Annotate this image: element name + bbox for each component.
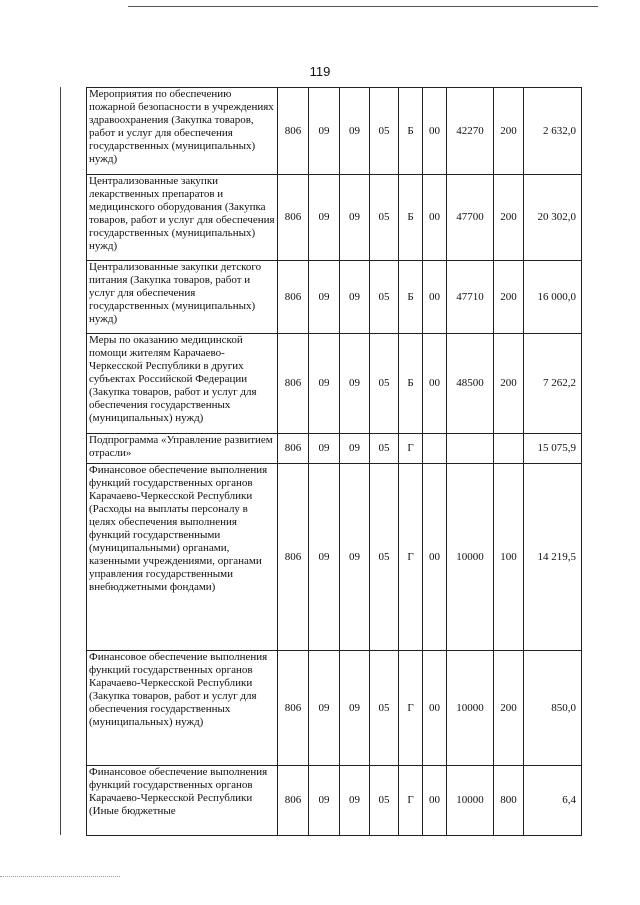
code-ministry: 806 bbox=[278, 766, 309, 836]
row-description: Централизованные закупки детского питания (Закупка товаров, работ и услуг для обеспечения государственных (муниципальных) нужд) bbox=[87, 261, 278, 334]
code-expense-type: 200 bbox=[494, 175, 524, 261]
code-ministry: 806 bbox=[278, 334, 309, 434]
code-subsection: 09 bbox=[340, 334, 370, 434]
code-subsection: 09 bbox=[340, 434, 370, 464]
code-direction bbox=[447, 434, 494, 464]
table-row bbox=[87, 651, 582, 766]
table-row bbox=[87, 334, 582, 434]
code-ministry: 806 bbox=[278, 88, 309, 175]
table-row bbox=[87, 464, 582, 651]
code-ministry: 806 bbox=[278, 175, 309, 261]
code-subsection: 09 bbox=[340, 766, 370, 836]
code-section: 09 bbox=[309, 434, 340, 464]
code-ministry: 806 bbox=[278, 464, 309, 651]
code-ministry: 806 bbox=[278, 651, 309, 766]
table-row bbox=[87, 88, 582, 175]
code-direction: 10000 bbox=[447, 766, 494, 836]
code-expense-type: 200 bbox=[494, 88, 524, 175]
code-expense-type: 100 bbox=[494, 464, 524, 651]
code-program: 05 bbox=[370, 434, 399, 464]
code-activity: 00 bbox=[423, 766, 447, 836]
row-description: Меры по оказанию медицинской помощи жителям Карачаево-Черкесской Республики в других субъектах Российской Федерации (Закупка товаров, работ и услуг для обеспечения государственных (муниципальных) нужд) bbox=[87, 334, 278, 434]
code-subprogram: Б bbox=[399, 175, 423, 261]
code-subsection: 09 bbox=[340, 651, 370, 766]
code-section: 09 bbox=[309, 651, 340, 766]
code-activity: 00 bbox=[423, 175, 447, 261]
code-direction: 48500 bbox=[447, 334, 494, 434]
code-subprogram: Г bbox=[399, 434, 423, 464]
margin-line bbox=[60, 87, 61, 835]
code-subsection: 09 bbox=[340, 88, 370, 175]
table-row bbox=[87, 766, 582, 836]
amount: 6,4 bbox=[524, 766, 582, 836]
code-program: 05 bbox=[370, 261, 399, 334]
code-expense-type: 200 bbox=[494, 334, 524, 434]
code-subsection: 09 bbox=[340, 261, 370, 334]
amount: 16 000,0 bbox=[524, 261, 582, 334]
code-subsection: 09 bbox=[340, 175, 370, 261]
row-description: Централизованные закупки лекарственных препаратов и медицинского оборудования (Закупка товаров, работ и услуг для обеспечения государственных (муниципальных) нужд) bbox=[87, 175, 278, 261]
code-activity: 00 bbox=[423, 334, 447, 434]
code-program: 05 bbox=[370, 175, 399, 261]
amount: 2 632,0 bbox=[524, 88, 582, 175]
code-ministry: 806 bbox=[278, 261, 309, 334]
code-program: 05 bbox=[370, 464, 399, 651]
code-activity: 00 bbox=[423, 88, 447, 175]
row-description: Финансовое обеспечение выполнения функций государственных органов Карачаево-Черкесской Республики (Закупка товаров, работ и услуг для обеспечения государственных (муниципальных) нужд) bbox=[87, 651, 278, 766]
code-section: 09 bbox=[309, 261, 340, 334]
code-direction: 10000 bbox=[447, 651, 494, 766]
row-description: Финансовое обеспечение выполнения функций государственных органов Карачаево-Черкесской Республики (Иные бюджетные bbox=[87, 766, 278, 836]
code-activity: 00 bbox=[423, 464, 447, 651]
top-rule bbox=[128, 6, 598, 7]
amount: 15 075,9 bbox=[524, 434, 582, 464]
amount: 850,0 bbox=[524, 651, 582, 766]
code-direction: 42270 bbox=[447, 88, 494, 175]
page-number: 119 bbox=[309, 64, 331, 79]
amount: 14 219,5 bbox=[524, 464, 582, 651]
code-program: 05 bbox=[370, 88, 399, 175]
code-activity bbox=[423, 434, 447, 464]
code-subprogram: Б bbox=[399, 261, 423, 334]
code-subsection: 09 bbox=[340, 464, 370, 651]
code-program: 05 bbox=[370, 334, 399, 434]
code-activity: 00 bbox=[423, 261, 447, 334]
code-section: 09 bbox=[309, 766, 340, 836]
code-section: 09 bbox=[309, 334, 340, 434]
row-description: Мероприятия по обеспечению пожарной безопасности в учреждениях здравоохранения (Закупка товаров, работ и услуг для обеспечения государственных (муниципальных) нужд) bbox=[87, 88, 278, 175]
code-subprogram: Г bbox=[399, 651, 423, 766]
code-direction: 47710 bbox=[447, 261, 494, 334]
code-program: 05 bbox=[370, 766, 399, 836]
code-section: 09 bbox=[309, 88, 340, 175]
table-row bbox=[87, 261, 582, 334]
code-activity: 00 bbox=[423, 651, 447, 766]
code-subprogram: Б bbox=[399, 334, 423, 434]
code-section: 09 bbox=[309, 175, 340, 261]
code-subprogram: Г bbox=[399, 766, 423, 836]
code-direction: 47700 bbox=[447, 175, 494, 261]
table-row bbox=[87, 175, 582, 261]
code-expense-type: 200 bbox=[494, 261, 524, 334]
amount: 20 302,0 bbox=[524, 175, 582, 261]
code-expense-type: 200 bbox=[494, 651, 524, 766]
code-subprogram: Г bbox=[399, 464, 423, 651]
code-section: 09 bbox=[309, 464, 340, 651]
code-subprogram: Б bbox=[399, 88, 423, 175]
row-description: Подпрограмма «Управление развитием отрасли» bbox=[87, 434, 278, 464]
code-expense-type bbox=[494, 434, 524, 464]
scan-artifact bbox=[0, 876, 120, 877]
row-description: Финансовое обеспечение выполнения функций государственных органов Карачаево-Черкесской Республики (Расходы на выплаты персоналу в целях обеспечения выполнения функций государственными (муниципальными) органами, казенными учреждениями, органами управления государственными внебюджетными фондами) bbox=[87, 464, 278, 651]
code-program: 05 bbox=[370, 651, 399, 766]
amount: 7 262,2 bbox=[524, 334, 582, 434]
table-row bbox=[87, 434, 582, 464]
code-direction: 10000 bbox=[447, 464, 494, 651]
code-ministry: 806 bbox=[278, 434, 309, 464]
code-expense-type: 800 bbox=[494, 766, 524, 836]
budget-table bbox=[86, 87, 582, 836]
